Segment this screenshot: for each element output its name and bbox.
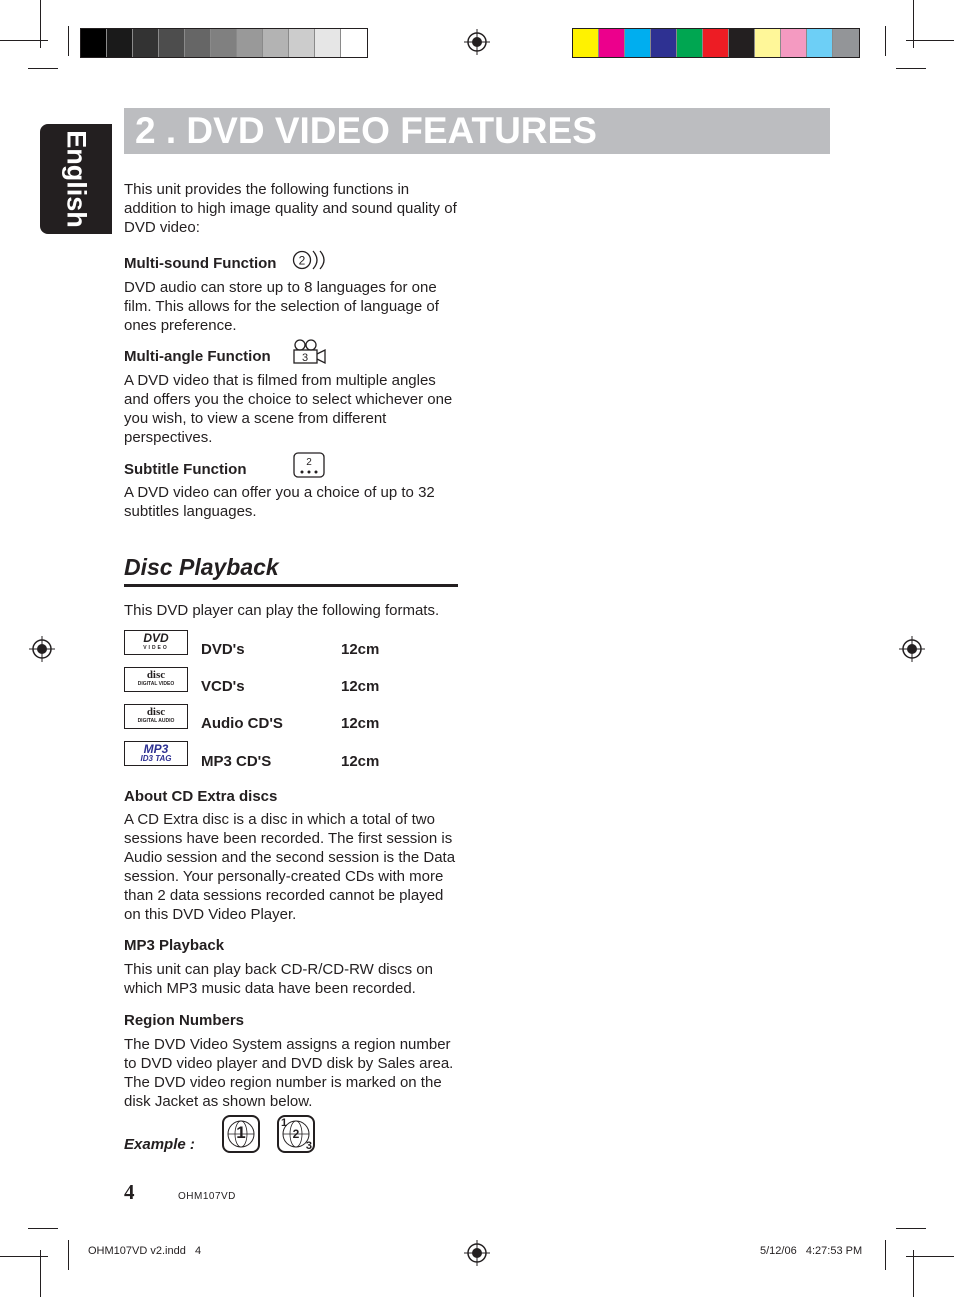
dvd-logo-text: DVD <box>143 630 169 645</box>
process-color-swatch <box>729 29 755 57</box>
multi-angle-heading: Multi-angle Function <box>124 348 271 365</box>
crop-mark <box>28 68 58 69</box>
audio-cd-logo-subtext: DIGITAL AUDIO <box>137 717 175 724</box>
subtitle-description: A DVD video can offer you a choice of up to 32 subtitles languages. <box>124 484 435 520</box>
dvd-logo-subtext: VIDEO <box>143 644 169 651</box>
mp3-logo-subtext: ID3 TAG <box>140 753 172 763</box>
subtitle-heading: Subtitle Function <box>124 461 247 478</box>
registration-mark-icon <box>464 1240 490 1266</box>
region-1-icon <box>222 1115 260 1153</box>
crop-mark <box>906 40 954 41</box>
process-color-swatch <box>781 29 807 57</box>
crop-mark <box>885 1240 886 1270</box>
file-name-slug: OHM107VD v2.indd 4 <box>88 1245 202 1257</box>
format-name-mp3: MP3 CD'S <box>201 753 272 770</box>
crop-mark <box>68 26 69 56</box>
example-label: Example : <box>124 1136 195 1153</box>
language-tab-label: English <box>61 130 92 228</box>
format-name-vcd: VCD's <box>201 678 245 695</box>
process-color-swatch <box>625 29 651 57</box>
multi-sound-icon-digit: 2 <box>298 253 306 268</box>
vcd-logo-subtext: DIGITAL VIDEO <box>137 680 175 687</box>
vcd-disc-logo-icon <box>124 667 188 692</box>
process-color-swatch <box>807 29 833 57</box>
format-size-vcd: 12cm <box>341 678 380 695</box>
grayscale-swatch <box>237 29 263 57</box>
format-size-dvd: 12cm <box>341 641 380 658</box>
process-color-swatch <box>573 29 599 57</box>
multi-sound-icon <box>292 249 332 271</box>
multi-sound-heading: Multi-sound Function <box>124 255 277 272</box>
disc-playback-intro: This DVD player can play the following formats. <box>124 602 440 619</box>
format-name-audio-cd: Audio CD'S <box>201 715 283 732</box>
grayscale-swatch <box>263 29 289 57</box>
region-numbers-heading: Region Numbers <box>124 1012 245 1029</box>
multi-sound-description: DVD audio can store up to 8 languages for one film. This allows for the selection of language of ones preference. <box>124 279 439 334</box>
mp3-logo-text: MP3 <box>143 741 169 756</box>
region-1-digit: 1 <box>236 1123 246 1142</box>
region-numbers-description: The DVD Video System assigns a region number to DVD video player and DVD disk by Sales area. The DVD video region number is marked on the disk Jacket as shown below. <box>124 1036 454 1110</box>
format-size-audio-cd: 12cm <box>341 715 380 732</box>
audio-cd-logo-text: disc <box>146 705 166 718</box>
registration-mark-icon <box>464 29 490 55</box>
grayscale-swatch <box>341 29 367 57</box>
multi-angle-icon-digit: 3 <box>301 352 309 364</box>
audio-cd-disc-logo-icon <box>124 704 188 729</box>
disc-playback-rule <box>124 584 458 587</box>
mp3-playback-heading: MP3 Playback <box>124 937 225 954</box>
grayscale-swatch <box>107 29 133 57</box>
disc-playback-title: Disc Playback <box>124 554 279 580</box>
region-digit-2: 2 <box>292 1127 300 1141</box>
region-digit-1: 1 <box>281 1117 288 1129</box>
language-tab <box>40 124 112 234</box>
grayscale-color-bar <box>80 28 368 58</box>
cd-extra-heading: About CD Extra discs <box>124 788 278 805</box>
process-color-swatch <box>755 29 781 57</box>
grayscale-swatch <box>289 29 315 57</box>
mp3-id3-logo-icon <box>124 741 188 766</box>
format-name-dvd: DVD's <box>201 641 245 658</box>
crop-mark <box>896 1228 926 1229</box>
vcd-logo-text: disc <box>146 668 166 681</box>
registration-mark-icon <box>29 636 55 662</box>
crop-mark <box>896 68 926 69</box>
process-color-swatch <box>677 29 703 57</box>
intro-paragraph: This unit provides the following functions in addition to high image quality and sound quality of DVD video: <box>124 181 457 236</box>
grayscale-swatch <box>159 29 185 57</box>
model-code: OHM107VD <box>178 1191 236 1202</box>
subtitle-icon-digit: 2 <box>306 457 312 468</box>
process-color-swatch <box>703 29 729 57</box>
page-title: 2 . DVD VIDEO FEATURES <box>135 110 597 151</box>
cd-extra-description: A CD Extra disc is a disc in which a total of two sessions have been recorded. The first session is Audio session and the second session is the Data session. Your personally-created CDs with more than 2 data sessions recorded cannot be played on this DVD Video Player. <box>124 811 456 923</box>
subtitle-icon <box>292 451 328 479</box>
mp3-playback-description: This unit can play back CD-R/CD-RW discs on which MP3 music data have been recorded. <box>124 961 433 997</box>
page-number: 4 <box>124 1180 135 1204</box>
grayscale-swatch <box>81 29 107 57</box>
grayscale-swatch <box>185 29 211 57</box>
crop-mark <box>0 1256 48 1257</box>
region-digit-3: 3 <box>305 1140 312 1152</box>
crop-mark <box>885 26 886 56</box>
grayscale-swatch <box>133 29 159 57</box>
process-color-bar <box>572 28 860 58</box>
crop-mark <box>68 1240 69 1270</box>
grayscale-swatch <box>315 29 341 57</box>
process-color-swatch <box>833 29 859 57</box>
dvd-video-logo-icon <box>124 630 188 655</box>
process-color-swatch <box>651 29 677 57</box>
format-size-mp3: 12cm <box>341 753 380 770</box>
process-color-swatch <box>599 29 625 57</box>
multi-angle-icon <box>291 339 329 365</box>
crop-mark <box>40 1250 41 1297</box>
multi-angle-description: A DVD video that is filmed from multiple angles and offers you the choice to select whichever one you wish, to view a scene from different perspectives. <box>124 372 453 446</box>
grayscale-swatch <box>211 29 237 57</box>
region-multi-icon <box>277 1115 315 1153</box>
page-title-bar <box>124 108 830 154</box>
registration-mark-icon <box>899 636 925 662</box>
timestamp-slug: 5/12/06 4:27:53 PM <box>760 1245 863 1257</box>
crop-mark <box>913 1250 914 1297</box>
crop-mark <box>906 1256 954 1257</box>
crop-mark <box>28 1228 58 1229</box>
crop-mark <box>0 40 48 41</box>
